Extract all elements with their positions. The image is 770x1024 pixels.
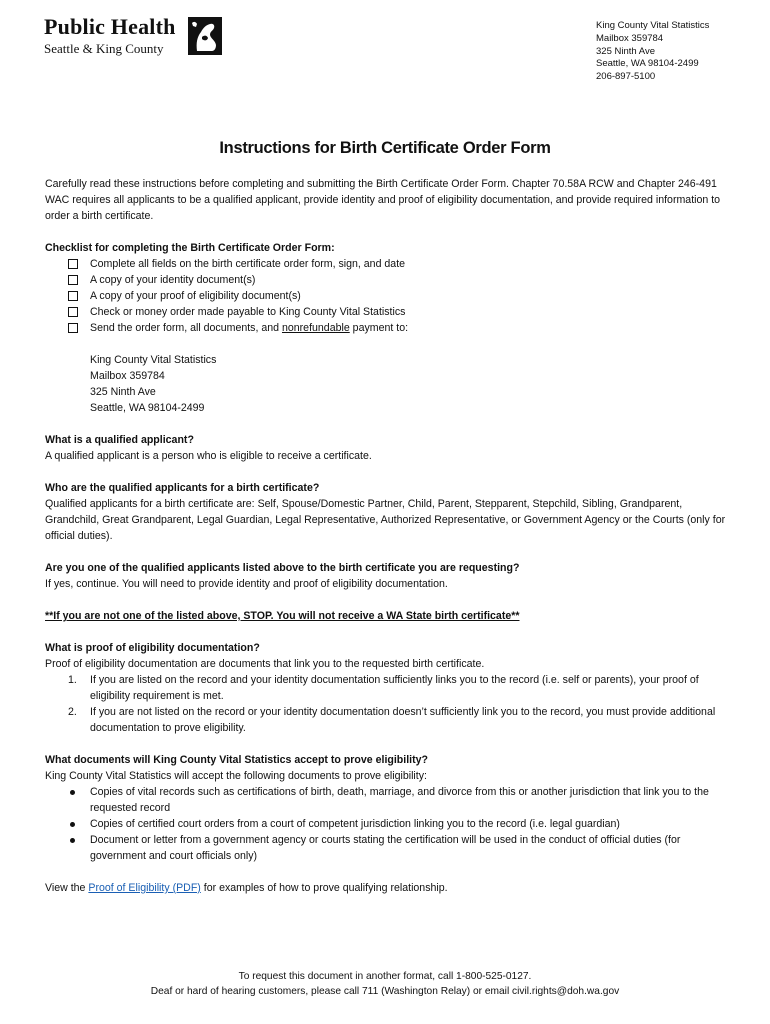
are-you-text: If yes, continue. You will need to provide identity and proof of eligibility documentation. (45, 578, 448, 590)
proof-list-item-text: If you are not listed on the record or your identity documentation doesn’t sufficiently link you to the record, you must provide additional documentation to prove eligibility. (90, 706, 716, 734)
checkbox-icon[interactable] (68, 259, 78, 269)
footer-line-accessibility: Deaf or hard of hearing customers, please call 711 (Washington Relay) or email civil.rights@doh.wa.gov (150, 986, 620, 997)
checklist-item-label: payment to: (349, 322, 409, 334)
who-heading: Who are the qualified applicants for a birth certificate? (45, 482, 320, 494)
proof-list-item-text: If you are listed on the record and your identity documentation sufficiently links you to the record (i.e. self or parents), your proof of eligibility requirement is met. (90, 674, 699, 702)
documents-list-item (68, 832, 735, 864)
bullet-icon (70, 838, 75, 843)
view-line (45, 880, 735, 896)
stop-notice: **If you are not one of the listed above, STOP. You will not receive a WA State birth certificate** (45, 610, 520, 622)
bullet-icon (70, 822, 75, 827)
checklist-heading: Checklist for completing the Birth Certificate Order Form: (45, 242, 335, 254)
bullet-icon (70, 790, 75, 795)
header-address-line: 325 Ninth Ave (596, 45, 655, 57)
checklist-item (68, 304, 735, 320)
mailing-address-line: King County Vital Statistics (90, 354, 217, 366)
documents-list-item-text: Document or letter from a government agency or courts stating the certification will be used in the conduct of official duties (for government and court officials only) (90, 834, 681, 862)
are-you-heading: Are you one of the qualified applicants listed above to the birth certificate you are requesting? (45, 562, 520, 574)
checklist (45, 256, 735, 336)
page-title: Instructions for Birth Certificate Order Form (219, 139, 551, 157)
checklist-item (68, 256, 735, 272)
checklist-item-label: Check or money order made payable to King County Vital Statistics (90, 306, 406, 318)
proof-list-item (68, 672, 735, 704)
header-phone: 206-897-5100 (596, 71, 656, 83)
footer (0, 969, 770, 999)
checklist-item-label: Complete all fields on the birth certificate order form, sign, and date (90, 258, 406, 270)
qualified-heading: What is a qualified applicant? (45, 434, 194, 446)
checklist-item (68, 288, 735, 304)
logo-title: Public Health (44, 14, 176, 39)
checklist-item-label: A copy of your identity document(s) (90, 274, 256, 286)
list-number: 1. (68, 674, 77, 686)
proof-of-eligibility-link[interactable]: Proof of Eligibility (PDF) (88, 882, 201, 894)
mailing-address-line: Seattle, WA 98104-2499 (90, 402, 205, 414)
header-address (596, 20, 709, 84)
view-line-after: for examples of how to prove qualifying relationship. (200, 882, 448, 894)
mailing-address-line: Mailbox 359784 (90, 370, 165, 382)
proof-text: Proof of eligibility documentation are documents that link you to the requested birth certificate. (45, 658, 485, 670)
documents-list (45, 784, 735, 864)
intro-paragraph: Carefully read these instructions before completing and submitting the Birth Certificate Order Form. Chapter 70.58A RCW and Chapter 246-491 WAC requires all applicants to be a qualified applicant, provide identity and proof of eligibility documentation, and provide required information to order a birth certificate. (45, 178, 721, 222)
checklist-item-label: Send the order form, all documents, and (90, 322, 282, 334)
documents-list-item (68, 816, 735, 832)
proof-list-item (68, 704, 735, 736)
checklist-item (68, 320, 735, 336)
instructions-body (45, 176, 735, 896)
who-text: Qualified applicants for a birth certificate are: Self, Spouse/Domestic Partner, Child, Parent, Stepparent, Stepchild, Sibling, Grandparent, Grandchild, Great Grandparent, Legal Guardian, Legal Representative, Authorized Representative, or Government Agency or the Courts (only for official duties). (45, 498, 726, 542)
header-address-line: King County Vital Statistics (596, 20, 710, 31)
logo-subtitle: Seattle & King County (44, 41, 164, 56)
documents-list-item-text: Copies of certified court orders from a court of competent jurisdiction linking you to the record (i.e. legal guardian) (90, 818, 620, 830)
list-number: 2. (68, 706, 77, 718)
documents-list-item-text: Copies of vital records such as certifications of birth, death, marriage, and divorce from this or another jurisdiction that link you to the requested record (90, 786, 709, 814)
checkbox-icon[interactable] (68, 275, 78, 285)
proof-list (45, 672, 735, 736)
checkbox-icon[interactable] (68, 291, 78, 301)
public-health-logo (44, 14, 224, 58)
spacer (45, 736, 735, 752)
proof-heading: What is proof of eligibility documentation? (45, 642, 260, 654)
checkbox-icon[interactable] (68, 307, 78, 317)
header-address-line: Mailbox 359784 (596, 32, 664, 44)
nonrefundable-emphasis: nonrefundable (281, 322, 350, 334)
documents-text: King County Vital Statistics will accept the following documents to prove eligibility: (45, 770, 427, 782)
checklist-item-label: A copy of your proof of eligibility document(s) (90, 290, 301, 302)
mailing-address-line: 325 Ninth Ave (90, 386, 156, 398)
documents-list-item (68, 784, 735, 816)
header-address-line: Seattle, WA 98104-2499 (596, 58, 699, 70)
documents-heading: What documents will King County Vital Statistics accept to prove eligibility? (45, 754, 428, 766)
checkbox-icon[interactable] (68, 323, 78, 333)
checklist-item (68, 272, 735, 288)
mailing-address (45, 352, 735, 416)
view-line-before: View the (45, 882, 89, 894)
qualified-text: A qualified applicant is a person who is eligible to receive a certificate. (45, 450, 372, 462)
footer-line-format: To request this document in another format, call 1-800-525-0127. (238, 971, 532, 982)
spacer (45, 864, 735, 880)
king-county-logo-icon (188, 17, 222, 55)
